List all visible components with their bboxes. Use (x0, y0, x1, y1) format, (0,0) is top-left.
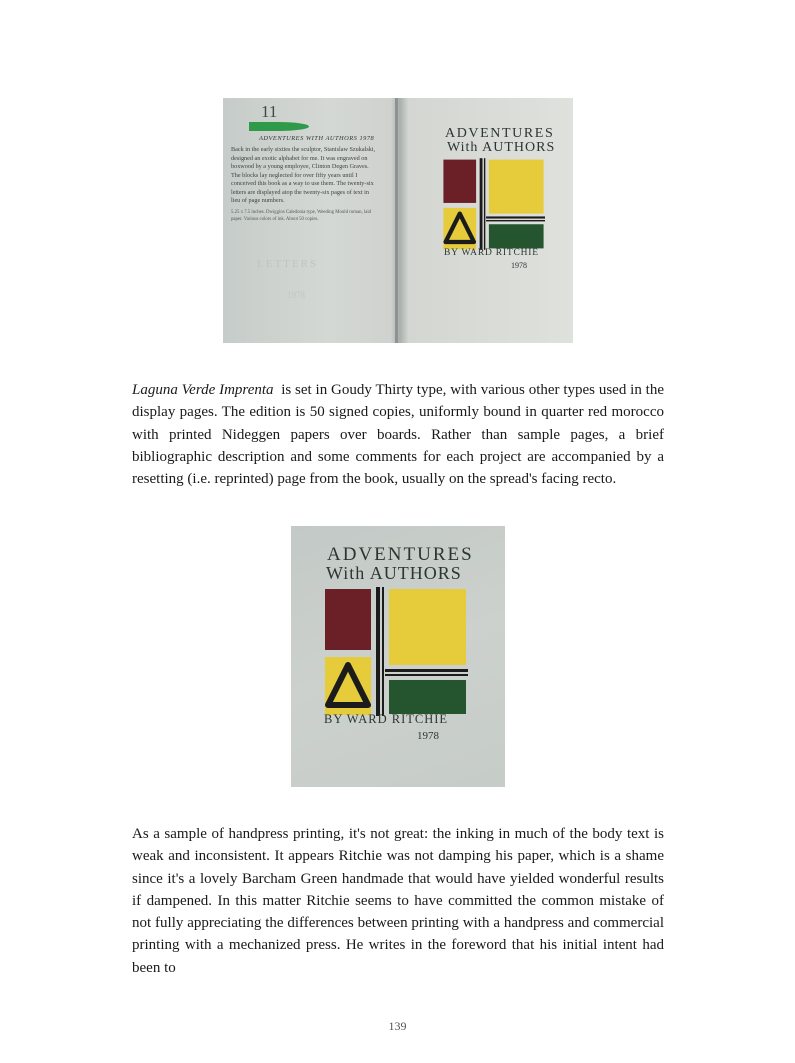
yellow-block (389, 589, 466, 665)
chapter-number: 11 (261, 102, 278, 121)
vertical-rule (376, 587, 380, 716)
paragraph-2: As a sample of handpress printing, it's not great: the inking in much of the body text is weak and inconsistent. It appears Ritchie was not damping his paper, which is a shame since it's a lovely Barcham Green handmade that would have yielded wonderful results if dampened. In this matter Ritchie seems to have committed the common mistake of not fully appreciating the differences between printing with a handpress and commercial printing with a mechanized press. He writes in the foreword that his initial intent had been to (132, 826, 664, 976)
horizontal-rule-thin (486, 220, 545, 221)
right-page-year: 1978 (511, 261, 527, 270)
book-spread-photo (223, 98, 573, 343)
maroon-block (325, 589, 371, 650)
right-page-byline: BY WARD RITCHIE (444, 248, 539, 258)
green-ornament (249, 122, 309, 131)
yellow-block (489, 160, 544, 214)
horizontal-rule (486, 216, 545, 218)
page-number: 139 (388, 1019, 407, 1033)
left-page-body-text: Back in the early sixties the sculptor, Stanislaw Szukalski, designed an exotic alphabet for me. It was engraved on boxwood by a young employee, Clinton Degen Graves. The blocks lay neglected for over fifty years until I conceived this book as a way to use them. The twenty-six letters are displayed atop the twenty-six pages of text in lieu of page numbers. (231, 146, 376, 205)
paragraph-1 (132, 379, 664, 490)
book-gutter (395, 98, 398, 343)
year: 1978 (417, 730, 439, 742)
cover-artwork-small (442, 157, 545, 251)
horizontal-rule (385, 669, 468, 672)
title-line1: ADVENTURES (327, 544, 474, 565)
paragraph-1-text: is set in Goudy Thirty type, with various other types used in the display pages. The edition is 50 signed copies, uniformly bound in quarter red morocco with printed Nideggen papers over boards. Rather than sample pages, a brief bibliographic description and some comments for each project are accompanied by a resetting (i.e. reprinted) page from the book, usually on the spread's facing recto. (132, 382, 664, 488)
show-through-year: 1978 (287, 290, 305, 300)
left-page-running-title: ADVENTURES WITH AUTHORS 1978 (259, 135, 375, 142)
title-page-photo (291, 526, 505, 787)
horizontal-rule-thin (385, 674, 468, 676)
right-page-title-line1: ADVENTURES (445, 126, 555, 141)
right-page-title-line2: With AUTHORS (447, 140, 556, 155)
maroon-block (443, 160, 476, 203)
title-line2: With AUTHORS (326, 563, 462, 583)
byline: BY WARD RITCHIE (324, 712, 449, 726)
cover-artwork-large (323, 587, 468, 716)
green-block (389, 680, 466, 714)
show-through-text: LETTERS (257, 258, 319, 270)
left-page-colophon: 5.25 x 7.5 inches. Dwiggins Caledonia type, Weeding Mould roman, laid paper. Various colors of ink. About 50 copies. (231, 210, 372, 222)
vertical-rule-thin (382, 587, 384, 716)
vertical-rule-thin (484, 158, 485, 250)
vertical-rule (480, 158, 483, 250)
book-title-italic: Laguna Verde Imprenta (132, 382, 274, 398)
green-block (489, 224, 544, 248)
